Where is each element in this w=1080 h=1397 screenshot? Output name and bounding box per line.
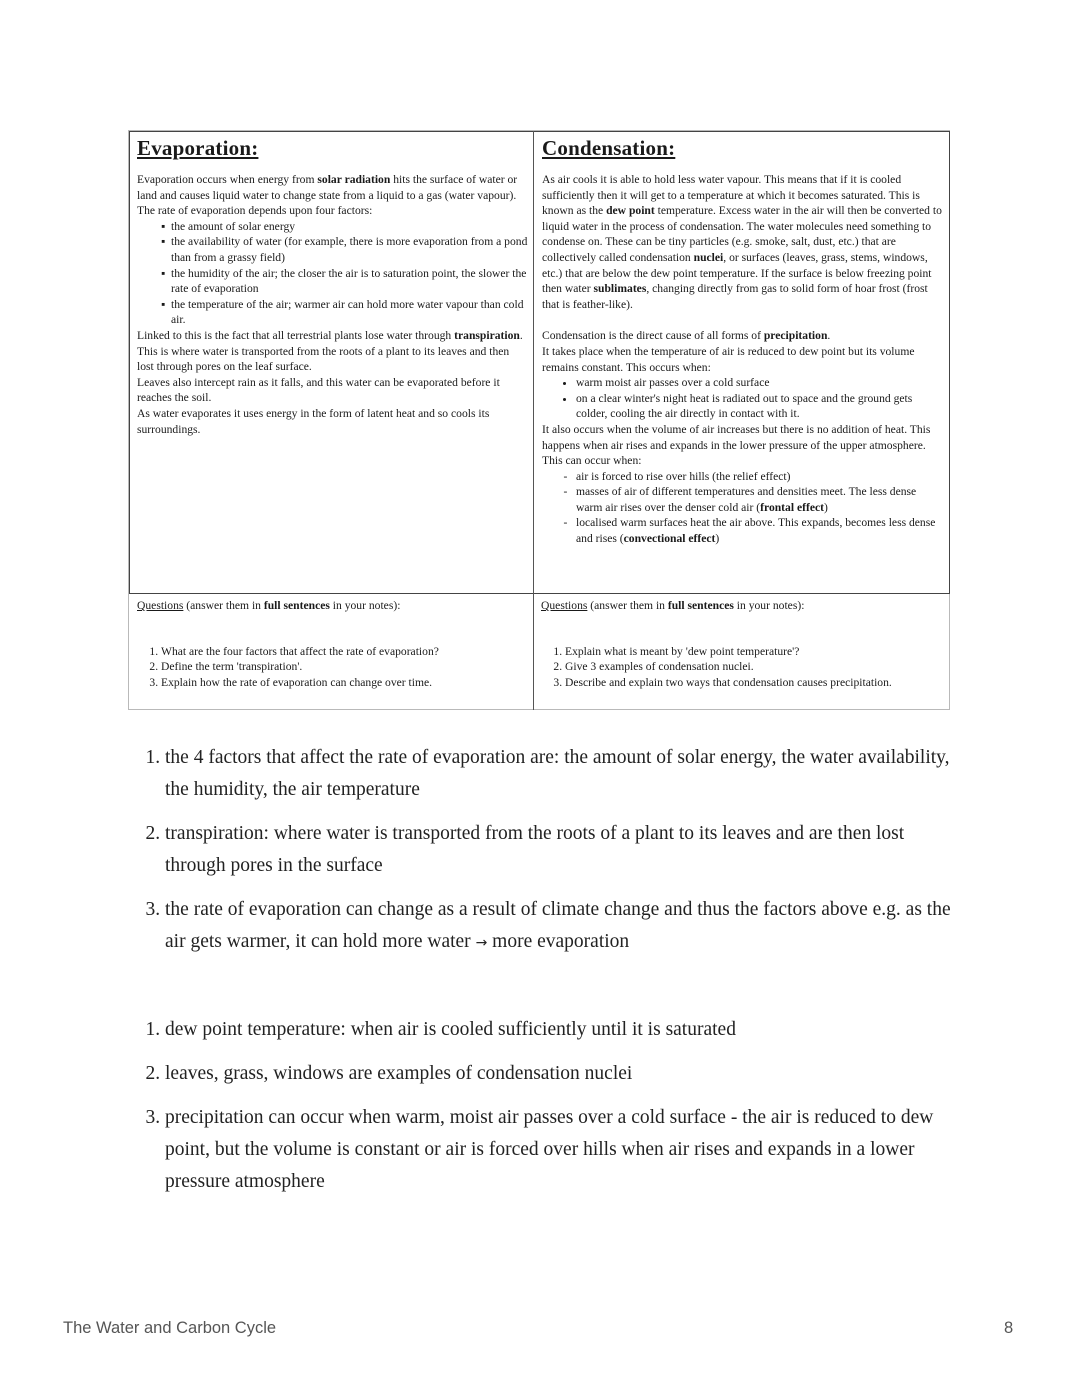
list-item: ▪ the humidity of the air; the closer the air is to saturation point, the slower the rate of evaporation — [171, 266, 528, 297]
questions-instruction: Questions (answer them in full sentences in your notes): — [137, 599, 401, 612]
list-item: ▪ the temperature of the air; warmer air can hold more water vapour than cold air. — [171, 297, 528, 328]
condensation-answers — [138, 1014, 968, 1210]
evaporation-intro: Evaporation occurs when energy from solar radiation hits the surface of water or land and causes liquid water to change state from a liquid to a gas (water vapour). The rate of evaporation depends upon four factors: — [137, 173, 518, 218]
question-item: 3. Explain how the rate of evaporation can change over time. — [161, 675, 527, 691]
question-item: 2. Give 3 examples of condensation nuclei. — [565, 659, 941, 675]
answer-item: 2. transpiration: where water is transported from the roots of a plant to its leaves and are then lost through pores in the surface — [165, 818, 968, 882]
arrow-icon: → — [475, 935, 488, 951]
answers-list — [138, 1014, 968, 1198]
answer-item: 3. precipitation can occur when warm, moist air passes over a cold surface - the air is reduced to dew point, but the volume is constant or air is forced over hills when air rises and expands in a lower pressure atmosphere — [165, 1102, 968, 1198]
questions-list — [137, 644, 527, 691]
footer-title: The Water and Carbon Cycle — [63, 1319, 277, 1337]
list-item: - air is forced to rise over hills (the relief effect) — [576, 469, 943, 485]
list-item: • warm moist air passes over a cold surface — [576, 375, 943, 391]
dew-point-paragraph: As air cools it is able to hold less water vapour. This means that if it is cooled sufficiently then it will get to a temperature at which it becomes saturated. This is known as the dew point temperature. Excess water in the air will then be converted to liquid water in the process of condensation. The water molecules need something to condense on. These can be tiny particles (e.g. smoke, salt, dust, etc.) that are collectively called condensation nuclei, or surfaces (leaves, grass, stems, windows, etc.) that are below the dew point temperature. If the surface is below freezing point then water sublimates, changing directly from gas to solid form of hoar frost (frost that is feather-like). — [542, 173, 942, 311]
questions-list — [541, 644, 941, 691]
evaporation-answers — [138, 742, 968, 971]
evaporation-notes — [129, 172, 534, 437]
answer-item: 3. the rate of evaporation can change as a result of climate change and thus the factors above e.g. as the air gets warmer, it can hold more water → more evaporation — [165, 894, 968, 959]
list-item: ▪ the availability of water (for example, there is more evaporation from a pond than from a grassy field) — [171, 234, 528, 265]
scanned-worksheet — [128, 130, 950, 710]
spacer — [542, 312, 943, 328]
question-item: 2. Define the term 'transpiration'. — [161, 659, 527, 675]
list-item: - localised warm surfaces heat the air above. This expands, becomes less dense and rises (convectional effect) — [576, 515, 943, 546]
evaporation-heading: Evaporation: — [137, 136, 259, 160]
evaporation-questions — [137, 598, 527, 690]
question-item: 3. Describe and explain two ways that condensation causes precipitation. — [565, 675, 941, 691]
latent-heat-paragraph: As water evaporates it uses energy in the form of latent heat and so cools its surroundings. — [137, 406, 490, 436]
evaporation-column — [129, 131, 534, 437]
answer-item: 1. dew point temperature: when air is cooled sufficiently until it is saturated — [165, 1014, 968, 1046]
horizontal-divider — [129, 593, 950, 594]
list-item: • on a clear winter's night heat is radiated out to space and the ground gets colder, cooling the air directly in contact with it. — [576, 391, 943, 422]
answers-list — [138, 742, 968, 959]
precipitation-paragraph: Condensation is the direct cause of all forms of precipitation. — [542, 329, 831, 343]
transpiration-paragraph: Linked to this is the fact that all terrestrial plants lose water through transpiration. This is where water is transported from the roots of a plant to its leaves and then lost through pores on the leaf surface. — [137, 328, 523, 374]
list-item: - masses of air of different temperatures and densities meet. The less dense warm air rises over the denser cold air (frontal effect) — [576, 484, 943, 515]
questions-instruction: Questions (answer them in full sentences in your notes): — [541, 599, 805, 612]
expansion-paragraph: It also occurs when the volume of air increases but there is no addition of heat. This happens when air rises and expands in the lower pressure of the upper atmosphere. This can occur when: — [542, 422, 931, 468]
question-item: 1. What are the four factors that affect the rate of evaporation? — [161, 644, 527, 660]
evaporation-factors-list — [137, 219, 528, 328]
answer-item: 1. the 4 factors that affect the rate of evaporation are: the amount of solar energy, the water availability, the humidity, the air temperature — [165, 742, 968, 806]
condensation-column — [534, 131, 949, 547]
question-item: 1. Explain what is meant by 'dew point temperature'? — [565, 644, 941, 660]
list-item: ▪ the amount of solar energy — [171, 219, 528, 235]
interception-paragraph: Leaves also intercept rain as it falls, and this water can be evaporated before it reaches the soil. — [137, 375, 500, 405]
condensation-notes — [534, 172, 949, 547]
condensation-questions — [541, 598, 941, 690]
cooling-paragraph: It takes place when the temperature of air is reduced to dew point but its volume remains constant. This occurs when: — [542, 344, 915, 374]
cooling-conditions-list — [542, 375, 943, 422]
answer-item: 2. leaves, grass, windows are examples of condensation nuclei — [165, 1058, 968, 1090]
condensation-heading: Condensation: — [542, 136, 676, 160]
page-number: 8 — [1004, 1319, 1014, 1337]
rising-air-list — [542, 469, 943, 547]
